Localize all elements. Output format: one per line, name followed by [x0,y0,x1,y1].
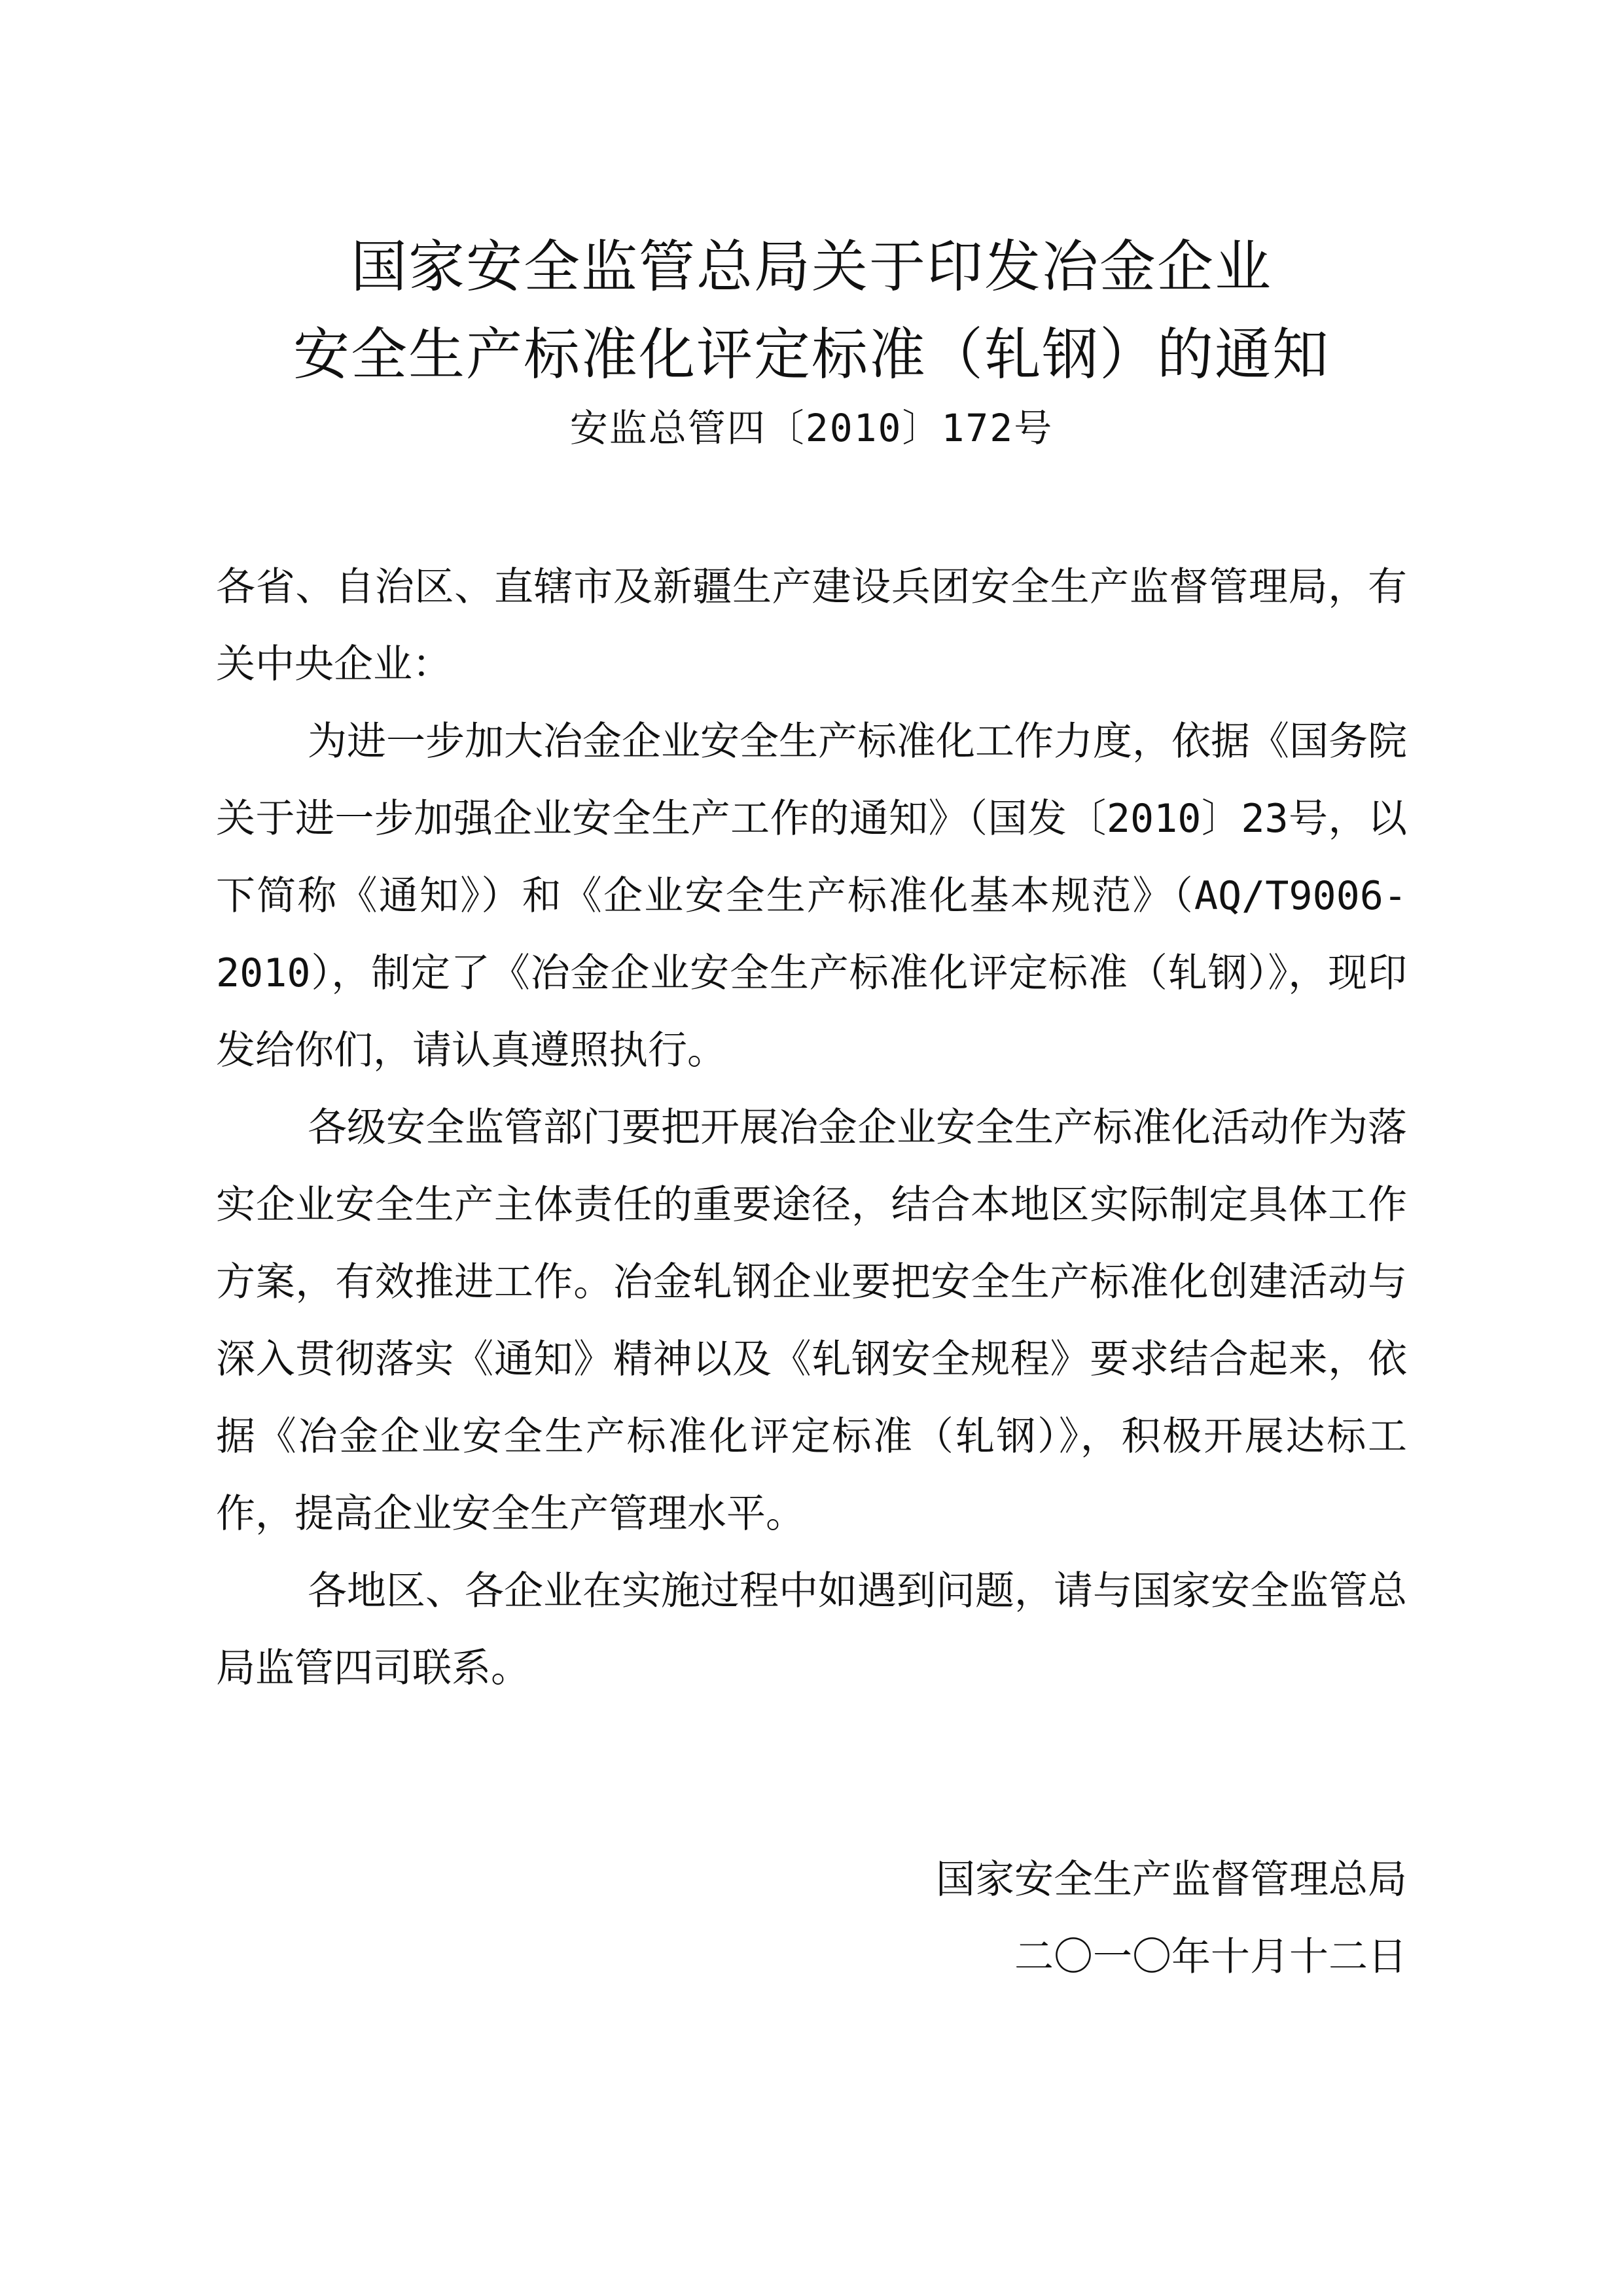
document-body [216,548,1407,1707]
signature-organization: 国家安全生产监督管理总局 [936,1857,1407,1903]
paragraph-3: 各地区、各企业在实施过程中如遇到问题，请与国家安全监管总局监管四司联系。 [216,1568,1407,1691]
salutation: 各省、自治区、直辖市及新疆生产建设兵团安全生产监督管理局，有关中央企业： [216,564,1407,687]
document-number: 安监总管四〔2010〕172号 [569,406,1054,450]
paragraph-1: 为进一步加大冶金企业安全生产标准化工作力度，依据《国务院关于进一步加强企业安全生产工作的通知》（国发〔2010〕23号，以下简称《通知》）和《企业安全生产标准化基本规范》（AQ/T9006-2010），制定了《冶金企业安全生产标准化评定标准（轧钢）》，现印发给你们，请认真遵照执行。 [216,719,1407,1073]
signature-date: 二〇一〇年十月十二日 [1014,1934,1407,1980]
document-title-line-2: 安全生产标准化评定标准（轧钢）的通知 [293,322,1330,387]
document-title-line-1: 国家安全监管总局关于印发冶金企业 [351,234,1272,300]
paragraph-2: 各级安全监管部门要把开展冶金企业安全生产标准化活动作为落实企业安全生产主体责任的重要途径，结合本地区实际制定具体工作方案，有效推进工作。冶金轧钢企业要把安全生产标准化创建活动与深入贯彻落实《通知》精神以及《轧钢安全规程》要求结合起来，依据《冶金企业安全生产标准化评定标准（轧钢）》，积极开展达标工作，提高企业安全生产管理水平。 [216,1105,1407,1537]
